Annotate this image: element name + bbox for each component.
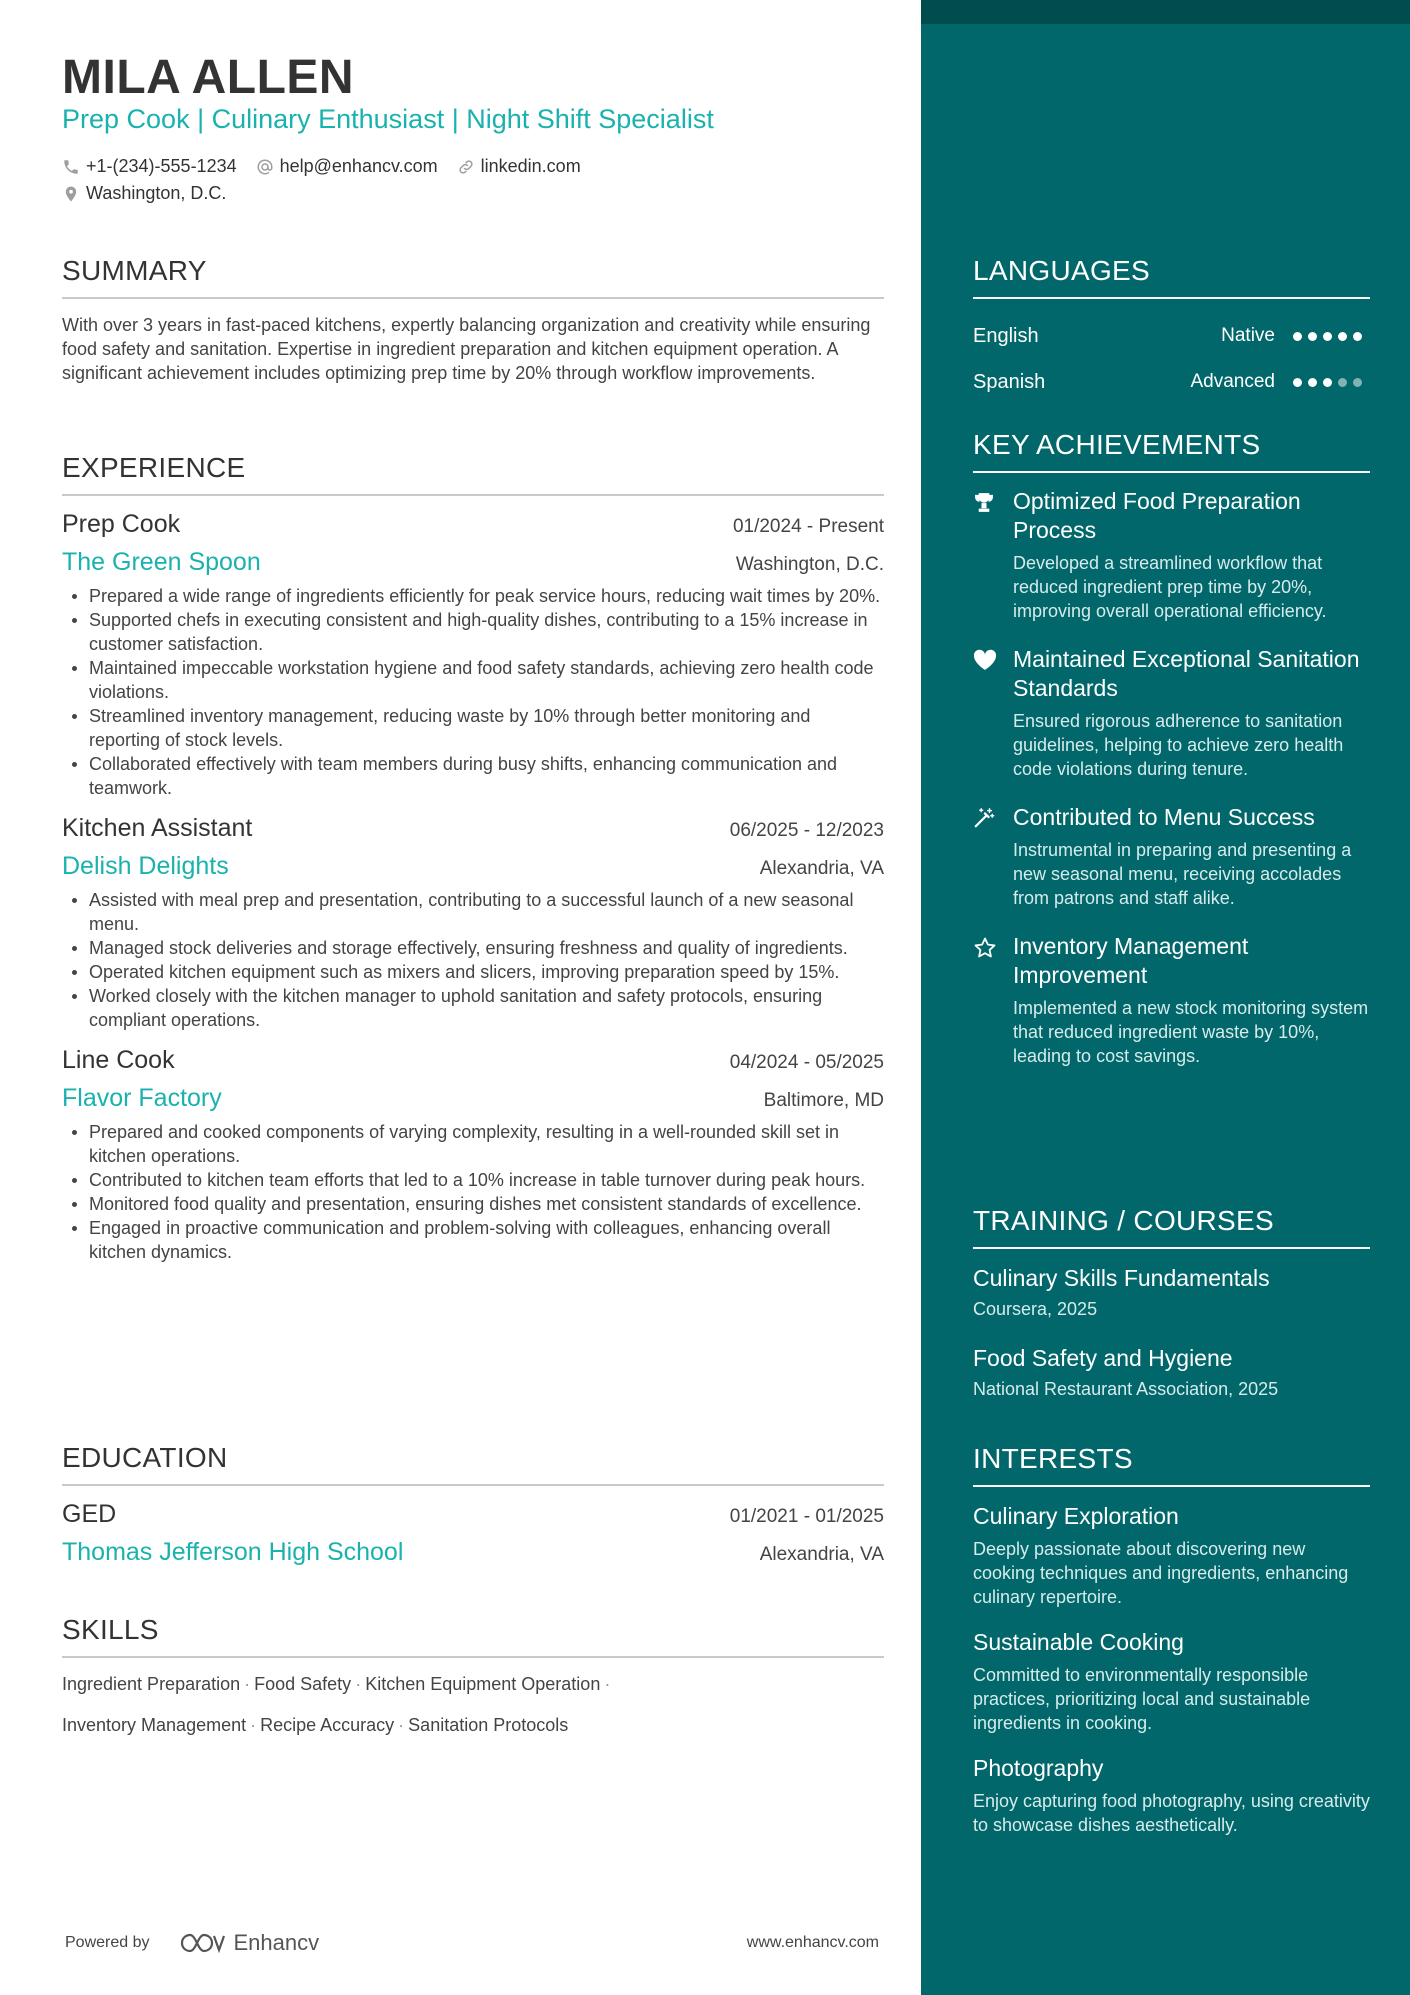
rating-dot-filled [1353,332,1362,341]
interest-title: Photography [973,1755,1104,1781]
interest-title: Culinary Exploration [973,1503,1179,1529]
skill-item: Ingredient Preparation [62,1674,241,1694]
skill-item: Kitchen Equipment Operation [365,1674,601,1694]
language-row [973,313,1370,359]
candidate-name: MILA ALLEN [62,51,355,104]
job-date: 01/2024 - Present [732,516,884,537]
summary-title: SUMMARY [62,255,207,286]
job-bullet: Managed stock deliveries and storage effectively, ensuring freshness and quality of ingredients. [89,936,884,960]
job-entry [62,1046,884,1264]
magic-wand-icon [973,807,995,829]
skill-separator: · [398,1715,405,1735]
job-entry [62,814,884,1032]
at-icon [256,158,274,176]
interests-title: INTERESTS [973,1443,1133,1474]
interest-desc: Committed to environmentally responsible practices, prioritizing local and sustainable ingredients in cooking. [973,1665,1311,1733]
interest-desc: Enjoy capturing food photography, using creativity to showcase dishes aesthetically. [973,1791,1370,1835]
skill-item: Food Safety [254,1674,352,1694]
achievement-title: Optimized Food Preparation Process [1013,488,1301,543]
job-bullet: Monitored food quality and presentation, ensuring dishes met consistent standards of excellence. [89,1192,884,1216]
course-provider: Coursera, 2025 [973,1299,1098,1319]
job-company: The Green Spoon [62,548,261,576]
training-section [973,1205,1370,1423]
education-section [62,1442,884,1574]
candidate-headline: Prep Cook | Culinary Enthusiast | Night Shift Specialist [62,104,714,134]
job-bullets [62,888,884,1032]
sidebar-top-band [921,0,1410,24]
skills-line [62,1672,884,1713]
achievement-item [973,487,1370,623]
rating-dot-filled [1338,332,1347,341]
rating-dot-filled [1323,378,1332,387]
phone-text: +1-(234)-555-1234 [86,156,237,176]
job-bullet: Operated kitchen equipment such as mixers and slicers, improving preparation speed by 15%. [89,960,884,984]
rating-dot-filled [1293,332,1302,341]
sidebar [921,0,1410,1995]
course-provider: National Restaurant Association, 2025 [973,1379,1279,1399]
job-bullets [62,584,884,800]
job-bullet: Engaged in proactive communication and problem-solving with colleagues, enhancing overall kitchen dynamics. [89,1216,884,1264]
achievement-item [973,803,1370,910]
section-divider [973,1247,1370,1249]
job-bullet: Supported chefs in executing consistent and high-quality dishes, contributing to a 15% increase in customer satisfaction. [89,608,884,656]
phone-icon [62,158,80,176]
language-rating [1293,378,1368,387]
job-date: 04/2024 - 05/2025 [729,1052,884,1073]
trophy-icon [973,491,995,513]
linkedin-text[interactable]: linkedin.com [480,156,581,176]
job-location: Alexandria, VA [759,858,884,879]
language-name: Spanish [973,370,1046,393]
interest-desc: Deeply passionate about discovering new cooking techniques and ingredients, enhancing culinary repertoire. [973,1539,1349,1607]
heart-icon [973,649,997,671]
job-bullet: Worked closely with the kitchen manager to uphold sanitation and safety protocols, ensuring compliant operations. [89,984,884,1032]
achievement-title: Contributed to Menu Success [1013,804,1315,830]
skill-item: Recipe Accuracy [260,1715,395,1735]
skills-section [62,1614,884,1754]
interest-item [973,1501,1370,1609]
achievement-item [973,645,1370,781]
section-divider [973,297,1370,299]
skills-line [62,1713,884,1754]
job-date: 06/2025 - 12/2023 [729,820,884,841]
location-text: Washington, D.C. [86,183,227,203]
job-bullet: Prepared a wide range of ingredients efficiently for peak service hours, reducing wait times by 20%. [89,584,884,608]
course-item [973,1343,1370,1403]
job-bullet: Streamlined inventory management, reducing waste by 10% through better monitoring and reporting of stock levels. [89,704,884,752]
skill-separator: · [244,1674,251,1694]
language-level: Native [1221,325,1275,346]
achievements-title: KEY ACHIEVEMENTS [973,429,1261,460]
job-bullet: Maintained impeccable workstation hygiene and food safety standards, achieving zero health code violations. [89,656,884,704]
achievements-section [973,429,1370,1090]
job-title: Kitchen Assistant [62,814,253,842]
star-icon [973,936,997,960]
achievement-item [973,932,1370,1068]
job-company: Delish Delights [62,852,229,880]
language-level: Advanced [1190,371,1275,392]
email-contact [256,156,438,177]
education-degree: GED [62,1500,117,1528]
course-item [973,1263,1370,1323]
experience-section [62,452,884,1278]
rating-dot-filled [1323,332,1332,341]
education-date: 01/2021 - 01/2025 [729,1506,884,1527]
enhancv-logo-icon [178,1931,226,1955]
section-divider [62,1484,884,1486]
job-bullet: Assisted with meal prep and presentation, contributing to a successful launch of a new seasonal menu. [89,888,884,936]
section-divider [62,1656,884,1658]
skills-title: SKILLS [62,1614,159,1645]
job-title: Prep Cook [62,510,181,538]
job-location: Baltimore, MD [763,1090,884,1111]
summary-section [62,255,884,385]
job-company: Flavor Factory [62,1084,222,1112]
rating-dot-empty [1353,378,1362,387]
location-pin-icon [62,185,80,203]
brand-logo[interactable] [178,1930,320,1956]
achievement-desc: Instrumental in preparing and presenting a new seasonal menu, receiving accolades from patrons and staff alike. [1013,840,1352,908]
interest-item [973,1627,1370,1735]
link-icon [457,158,475,176]
rating-dot-filled [1308,332,1317,341]
achievement-desc: Implemented a new stock monitoring system that reduced ingredient waste by 10%, leading to cost savings. [1013,998,1369,1066]
education-school: Thomas Jefferson High School [62,1538,404,1566]
training-title: TRAINING / COURSES [973,1205,1274,1236]
interest-item [973,1753,1370,1837]
interests-section [973,1443,1370,1855]
skill-item: Sanitation Protocols [408,1715,569,1735]
education-title: EDUCATION [62,1442,228,1473]
section-divider [973,1485,1370,1487]
email-text[interactable]: help@enhancv.com [279,156,438,176]
rating-dot-filled [1308,378,1317,387]
language-rating [1293,332,1368,341]
education-location: Alexandria, VA [759,1544,884,1565]
skill-item: Inventory Management [62,1715,247,1735]
achievement-desc: Developed a streamlined workflow that reduced ingredient prep time by 20%, improving overall operational efficiency. [1013,553,1327,621]
skill-separator: · [250,1715,257,1735]
course-title: Culinary Skills Fundamentals [973,1265,1270,1291]
languages-section [973,255,1370,405]
location-contact [62,183,226,204]
summary-text: With over 3 years in fast-paced kitchens, expertly balancing organization and creativity while ensuring food safety and sanitation. Expertise in ingredient preparation and kitchen equipment operation. A significant achievement includes optimizing prep time by 20% through workflow improvements. [62,315,871,383]
section-divider [62,494,884,496]
job-title: Line Cook [62,1046,175,1074]
skill-separator: · [355,1674,362,1694]
interest-title: Sustainable Cooking [973,1629,1184,1655]
skill-separator: · [604,1674,611,1694]
job-bullet: Collaborated effectively with team members during busy shifts, enhancing communication and teamwork. [89,752,884,800]
achievement-title: Inventory Management Improvement [1013,933,1249,988]
section-divider [973,471,1370,473]
contact-info [62,153,600,207]
section-divider [62,297,884,299]
footer-url[interactable]: www.enhancv.com [746,1934,879,1951]
language-row [973,359,1370,405]
achievement-title: Maintained Exceptional Sanitation Standards [1013,646,1360,701]
experience-title: EXPERIENCE [62,452,246,483]
powered-by-label: Powered by [65,1934,150,1951]
brand-name: Enhancv [233,1930,320,1955]
rating-dot-empty [1338,378,1347,387]
job-location: Washington, D.C. [735,554,884,575]
rating-dot-filled [1293,378,1302,387]
phone-contact [62,156,237,177]
linkedin-contact [457,156,581,177]
course-title: Food Safety and Hygiene [973,1345,1233,1371]
language-name: English [973,324,1039,347]
job-entry [62,510,884,800]
footer [65,1930,879,1956]
job-bullet: Prepared and cooked components of varying complexity, resulting in a well-rounded skill set in kitchen operations. [89,1120,884,1168]
job-bullets [62,1120,884,1264]
achievement-desc: Ensured rigorous adherence to sanitation guidelines, helping to achieve zero health code violations during tenure. [1013,711,1344,779]
languages-title: LANGUAGES [973,255,1150,286]
job-bullet: Contributed to kitchen team efforts that led to a 10% increase in table turnover during peak hours. [89,1168,884,1192]
